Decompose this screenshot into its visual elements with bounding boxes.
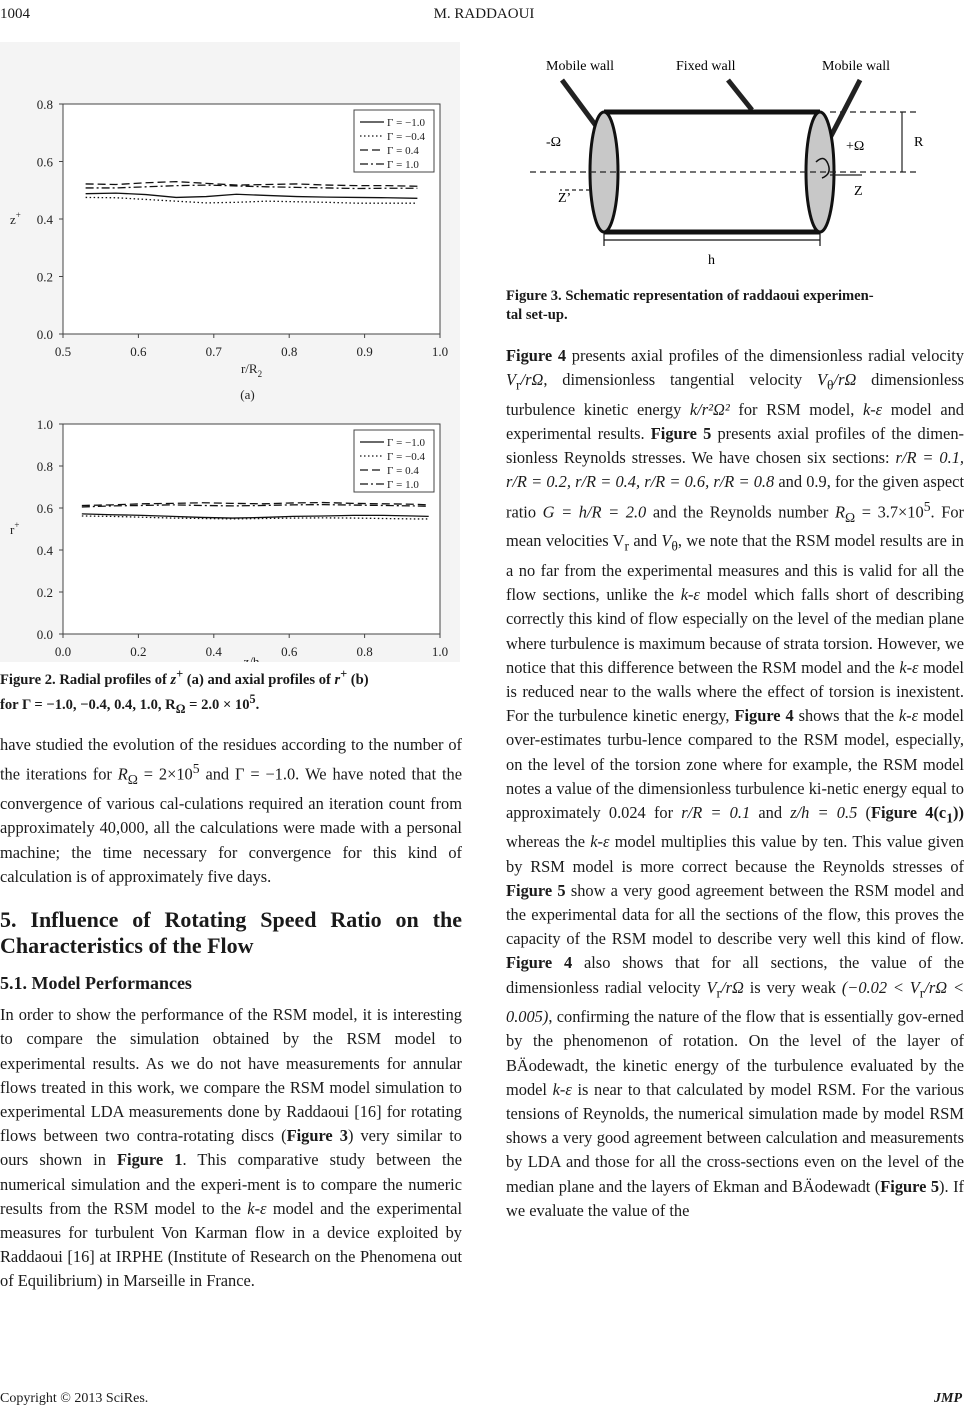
legend-entry: Γ = 1.0: [387, 159, 419, 171]
x-tick-label: 1.0: [431, 344, 449, 359]
x-tick-label: 0.7: [205, 344, 222, 359]
plus-omega-label: +Ω: [846, 139, 865, 154]
x-tick-label: 0.4: [205, 644, 222, 659]
y-axis-label-sup: +: [15, 210, 21, 220]
legend-entry: Γ = 0.4: [387, 465, 419, 477]
x-axis-label: z/h: [243, 654, 260, 662]
legend-entry: Γ = −0.4: [387, 451, 426, 463]
y-axis-label: r+: [10, 520, 20, 537]
y-tick-label: 0.0: [36, 627, 53, 642]
legend-entry: Γ = −1.0: [387, 437, 426, 449]
chart-panel-a: [10, 97, 448, 402]
figure-3-caption: Figure 3. Schematic representation of raddaoui experimen- tal set-up.: [506, 288, 874, 323]
figure-3-schematic: [500, 50, 968, 275]
legend-entry: Γ = 1.0: [387, 479, 419, 491]
figure-3-svg: [500, 50, 968, 275]
x-tick-label: 0.2: [130, 644, 147, 659]
section-title: 5. Influence of Rotating Speed Ratio on the Characteristics of the Flow: [0, 906, 462, 958]
x-axis-label: $r/R_2$: [240, 361, 263, 379]
paragraph-figure-4-discussion: Figure 4 presents axial profiles of the dimensionless radial velocity $V_r/r\Omega$, dimensionless tangential velocity $V_\theta/r\Omega$ dimensionless turbulence kinetic energy k/r²Ω² for RSM model, k-ε model and experimental results. Figure 5 presents axial profiles of the dimen-sionless Reynolds stresses. We have chosen six sections: r/R = 0.1, r/R = 0.2, r/R = 0.4, r/R = 0.6, r/R = 0.8 and 0.9, for the given aspect ratio G = h/R = 2.0 and the Reynolds number $R_\Omega = 3.7\times 10^5$. For mean velocities $V_r$ and $V_\theta$, we note that the RSM model results are in a no far from the experimental measures and this is valid for all the flow sections, unlike the k-ε model which falls short of describing correctly this kind of flow especially on the level of the median plane where turbulence is maximum because of strata torsion. However, we notice that this difference between the RSM model and the k-ε model is reduced near to the walls where the effect of torsion is inexistent. For the turbulence kinetic energy, Figure 4 shows that the k-ε model over-estimates turbu-lence compared to the RSM model, especially, on the level of the torsion zone where for example, the RSM model notes a value of the dimensionless turbulence ki-netic energy equal to approximately 0.024 for r/R = 0.1 and z/h = 0.5 (Figure $4(c_1)$) whereas the k-ε model multiplies this value by ten. This value given by RSM model is more correct because the Reynolds stresses of Figure 5 show a very good agreement between the RSM model and the experimental data for all the sections of the flow, this proves the capacity of the RSM model to describe very well this kind of flow. Figure 4 also shows that for all sections, the value of the dimensionless radial velocity $V_r/r\Omega$ is very weak $(-0.02 < V_r/r\Omega < 0.005)$, confirming the nature of the flow that is essentially gov-erned by the phenomenon of rotation. On the level of the layer of BÄodewadt, the kinetic energy of the turbulence evaluated by the model k-ε is near to that calculated by model RSM. For the various tensions of Reynolds, the numerical simulation made by model RSM shows a very good agreement between calculation and measurements by LDA and those for all the cross-sections even on the level of the median plane and the layers of Ekman and BÄodewadt (Figure 5). If we evaluate the value of the: [506, 346, 965, 1220]
arrow-fixed-wall: [728, 80, 752, 110]
x-tick-label: 0.0: [54, 644, 72, 659]
x-tick-label: 0.8: [281, 344, 298, 359]
subsection-title: 5.1. Model Performances: [0, 972, 192, 993]
x-axis-label-sub: 2: [257, 369, 263, 379]
paragraph-model-performances: In order to show the performance of the RSM model, it is interesting to compare the simulation obtained by the RSM model to experimental results. As we do not have measurements for annular flows treated in this work, we compare the RSM model simulation to experimental LDA measurements done by Raddaoui [16] for rotating flows between two contra-rotating discs (Figure 3) very similar to ours shown in Figure 1. This comparative study between the numerical simulation and the experi-ment is to compare the numeric results from the RSM model to the k-ε model and the experimental measures for turbulent Von Karman flow in a device exploited by Raddaoui [16] at IRPHE (Institute of Research on the Phenomena out of Equilibrium) in Marseille in France.: [0, 1005, 462, 1291]
x-tick-label: 1.0: [431, 644, 449, 659]
arrow-right-wall: [830, 80, 860, 138]
figure-2-panel: [0, 42, 460, 662]
z-label: Z: [854, 184, 863, 199]
left-column: [0, 733, 462, 1294]
running-title: M. RADDAOUI: [433, 6, 535, 22]
h-label: h: [708, 253, 715, 268]
y-tick-label: 0.6: [36, 154, 53, 170]
x-tick-label: 0.5: [54, 344, 72, 359]
mobile-wall-right-label: Mobile wall: [822, 59, 891, 74]
figure-2-caption: Figure 2. Radial profiles of z+ (a) and axial profiles of r+ (b) for Γ = −1.0, −0.4, 0.4, 1.0, $R_\Omega = 2.0 \times 10^5$.: [0, 667, 369, 716]
x-tick-label: 0.8: [356, 644, 373, 659]
right-column: [506, 344, 964, 1223]
panel-label: (a): [240, 387, 255, 402]
x-tick-label: 0.6: [130, 344, 147, 359]
radius-label: R: [914, 135, 924, 150]
x-tick-label: 0.6: [281, 644, 298, 659]
y-tick-label: 0.4: [36, 212, 53, 227]
paragraph-residues: have studied the evolution of the residues according to the number of the iterations for $R_\Omega = 2\times 10^5$ and Γ = −1.0. We have noted that the convergence of various cal-culations required an iteration count from approximately 40,000, all the calculations were made with a personal machine; the time necessary for convergence for this kind of calculation is of approximately five days.: [0, 735, 463, 886]
minus-omega-label: -Ω: [546, 135, 562, 150]
chart-panel-b: [10, 417, 448, 662]
y-tick-label: 0.2: [36, 585, 53, 600]
y-tick-label: 0.8: [36, 97, 53, 112]
y-tick-label: 0.0: [36, 327, 53, 342]
z-prime-label: Z’: [558, 191, 572, 206]
y-tick-label: 1.0: [36, 417, 53, 432]
y-axis-label-sup: +: [14, 520, 20, 530]
y-tick-label: 0.4: [36, 543, 53, 558]
y-axis-label: z+: [10, 210, 21, 227]
copyright: Copyright © 2013 SciRes.: [0, 1391, 149, 1406]
y-tick-label: 0.6: [36, 501, 53, 516]
fixed-wall-label: Fixed wall: [676, 59, 736, 74]
y-tick-label: 0.2: [36, 269, 53, 285]
y-tick-label: 0.8: [36, 459, 53, 474]
x-tick-label: 0.9: [356, 344, 373, 359]
mobile-wall-left-label: Mobile wall: [546, 59, 615, 74]
page-number: 1004: [0, 6, 30, 22]
figure-2-charts: [0, 42, 460, 662]
legend-entry: Γ = 0.4: [387, 145, 419, 157]
legend-entry: Γ = −1.0: [387, 117, 426, 129]
legend-entry: Γ = −0.4: [387, 131, 426, 143]
journal-name: JMP: [934, 1391, 962, 1406]
